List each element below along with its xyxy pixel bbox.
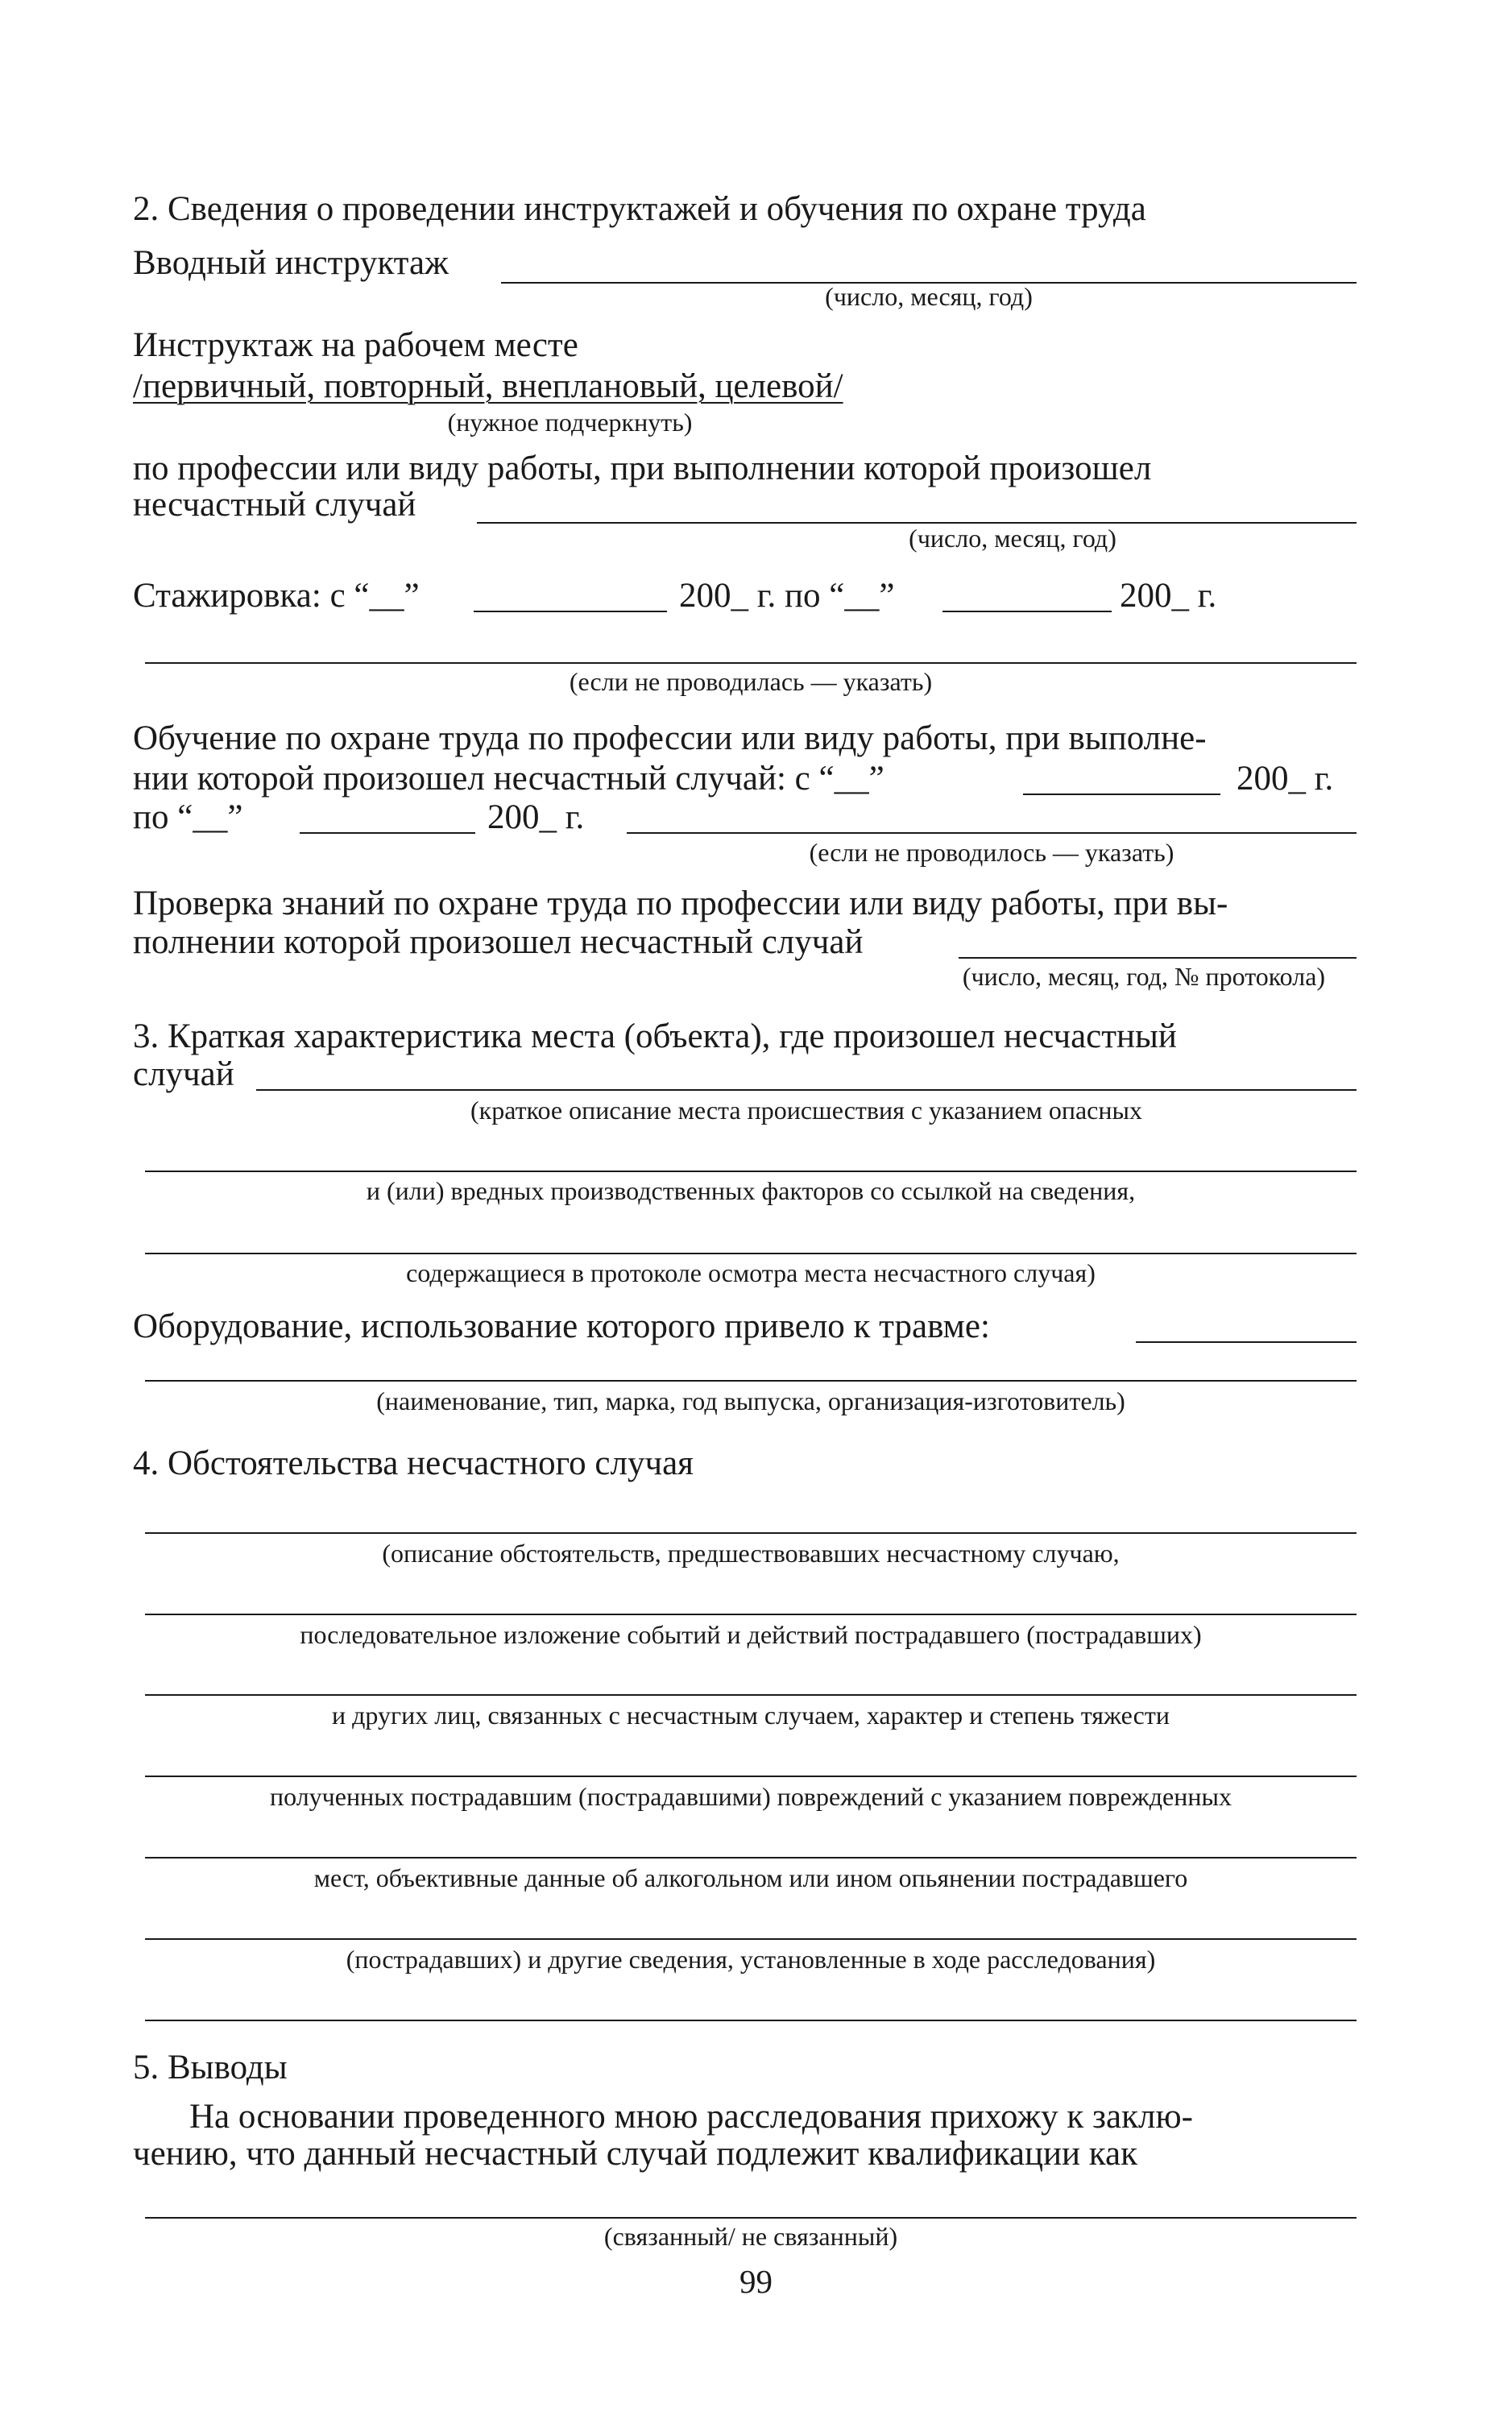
circumstances-hint-2: последовательное изложение событий и действий пострадавшего (пострадавших) bbox=[300, 1620, 1202, 1649]
training-not-done-hint: (если не проводилось — указать) bbox=[809, 838, 1174, 867]
internship-from-label: Стажировка: с “__” bbox=[133, 577, 420, 615]
internship-not-done-field[interactable] bbox=[145, 662, 1357, 664]
equipment-hint: (наименование, тип, марка, год выпуска, организация-изготовитель) bbox=[376, 1386, 1125, 1415]
section-3-heading-line1: 3. Краткая характеристика места (объекта), где произошел несчастный bbox=[133, 1017, 1177, 1055]
section-4-heading: 4. Обстоятельства несчастного случая bbox=[133, 1444, 694, 1482]
conclusion-hint: (связанный/ не связанный) bbox=[603, 2222, 898, 2251]
profession-text-line1: по профессии или виду работы, при выполнении которой произошел bbox=[133, 450, 1152, 487]
conclusion-text-line1: На основании проведенного мною расследования прихожу к заклю- bbox=[189, 2098, 1193, 2136]
training-to-year: 200_ г. bbox=[487, 798, 585, 836]
equipment-field-2[interactable] bbox=[145, 1380, 1357, 1382]
training-from-month-field[interactable] bbox=[1023, 794, 1220, 795]
section-5-heading: 5. Выводы bbox=[133, 2049, 288, 2086]
circumstances-hint-5: мест, объективные данные об алкогольном или ином опьянении пострадавшего bbox=[313, 1863, 1188, 1892]
internship-to-year: 200_ г. bbox=[1120, 577, 1217, 615]
training-from-year: 200_ г. bbox=[1237, 760, 1334, 798]
knowledge-check-hint: (число, месяц, год, № протокола) bbox=[962, 962, 1326, 991]
profession-briefing-hint: (число, месяц, год) bbox=[909, 524, 1116, 553]
circumstances-hint-3: и других лиц, связанных с несчастным случаем, характер и степень тяжести bbox=[332, 1701, 1170, 1730]
circumstances-field-7[interactable] bbox=[145, 2020, 1357, 2021]
profession-text-line2: несчастный случай bbox=[133, 486, 416, 524]
knowledge-check-date-field[interactable] bbox=[959, 957, 1357, 959]
circumstances-field-1[interactable] bbox=[145, 1532, 1357, 1534]
equipment-label: Оборудование, использование которого привело к травме: bbox=[133, 1307, 990, 1345]
internship-to-label: 200_ г. по “__” bbox=[679, 577, 895, 615]
circumstances-field-5[interactable] bbox=[145, 1857, 1357, 1859]
page-number: 99 bbox=[739, 2263, 773, 2300]
place-description-hint-2: и (или) вредных производственных факторов со ссылкой на сведения, bbox=[366, 1176, 1136, 1205]
training-text-line2: нии которой произошел несчастный случай: с “__” bbox=[133, 760, 884, 798]
section-3-heading-line2: случай bbox=[133, 1055, 234, 1093]
internship-from-month-field[interactable] bbox=[474, 611, 667, 612]
internship-not-done-hint: (если не проводилась — указать) bbox=[569, 667, 933, 696]
circumstances-field-4[interactable] bbox=[145, 1776, 1357, 1777]
training-to-label: по “__” bbox=[133, 798, 243, 836]
workplace-briefing-label: Инструктаж на рабочем месте bbox=[133, 326, 578, 364]
circumstances-field-6[interactable] bbox=[145, 1938, 1357, 1940]
section-2-heading: 2. Сведения о проведении инструктажей и обучения по охране труда bbox=[133, 190, 1146, 228]
circumstances-hint-6: (пострадавших) и другие сведения, установленные в ходе расследования) bbox=[346, 1945, 1156, 1974]
intro-briefing-label: Вводный инструктаж bbox=[133, 244, 449, 282]
circumstances-field-3[interactable] bbox=[145, 1694, 1357, 1696]
knowledge-check-line2: полнении которой произошел несчастный случай bbox=[133, 923, 864, 961]
circumstances-hint-4: полученных пострадавшим (пострадавшими) повреждений с указанием поврежденных bbox=[270, 1782, 1232, 1811]
place-description-field-2[interactable] bbox=[145, 1171, 1357, 1172]
place-description-field-1[interactable] bbox=[256, 1089, 1357, 1091]
conclusion-qualification-field[interactable] bbox=[145, 2217, 1357, 2219]
equipment-field-1[interactable] bbox=[1136, 1341, 1357, 1343]
place-description-hint-1: (краткое описание места происшествия с указанием опасных bbox=[470, 1096, 1142, 1125]
conclusion-text-line2: чению, что данный несчастный случай подлежит квалификации как bbox=[133, 2135, 1137, 2173]
knowledge-check-line1: Проверка знаний по охране труда по профессии или виду работы, при вы- bbox=[133, 885, 1228, 922]
training-text-line1: Обучение по охране труда по профессии или виду работы, при выполне- bbox=[133, 719, 1207, 757]
circumstances-field-2[interactable] bbox=[145, 1614, 1357, 1615]
underline-hint: (нужное подчеркнуть) bbox=[447, 408, 693, 437]
training-to-month-field[interactable] bbox=[300, 832, 475, 834]
intro-briefing-hint: (число, месяц, год) bbox=[825, 282, 1033, 311]
place-description-field-3[interactable] bbox=[145, 1253, 1357, 1254]
internship-to-month-field[interactable] bbox=[942, 611, 1112, 612]
circumstances-hint-1: (описание обстоятельств, предшествовавших несчастному случаю, bbox=[382, 1539, 1120, 1568]
place-description-hint-3: содержащиеся в протоколе осмотра места несчастного случая) bbox=[406, 1258, 1096, 1287]
workplace-briefing-types[interactable]: /первичный, повторный, внеплановый, целевой/ bbox=[133, 367, 843, 405]
training-not-done-field[interactable] bbox=[627, 832, 1357, 834]
